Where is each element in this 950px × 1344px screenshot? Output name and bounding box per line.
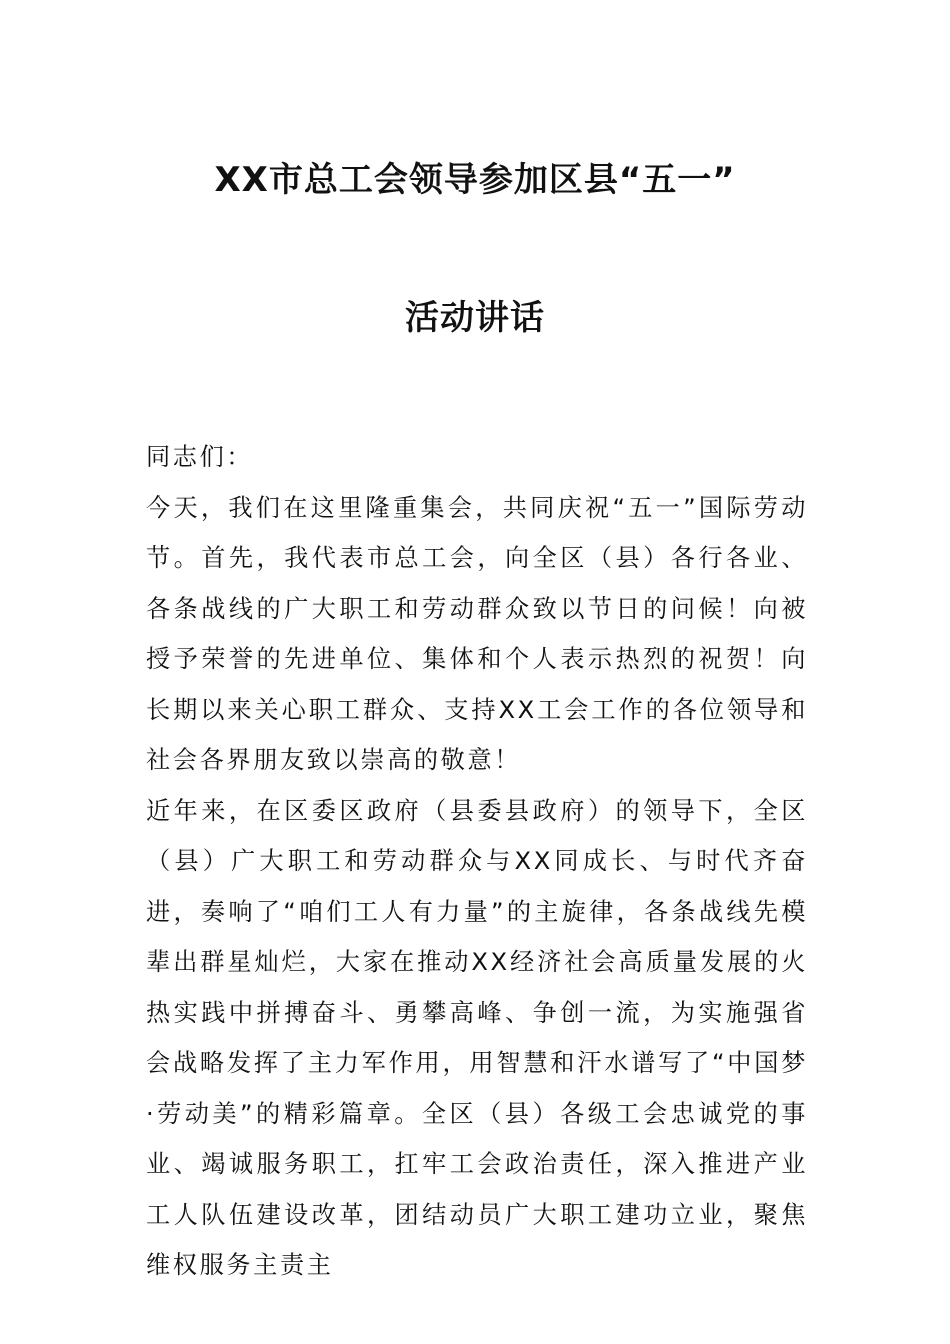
body-paragraph-2: 近年来，在区委区政府（县委县政府）的领导下，全区（县）广大职工和劳动群众与XX同成长、与时代齐奋进，奏响了“咱们工人有力量”的主旋律，各条战线先模辈出群星灿烂，大家在推动XX经济社会高质量发展的火热实践中拼搏奋斗、勇攀高峰、争创一流，为实施强省会战略发挥了主力军作用，用智慧和汗水谱写了“中国梦·劳动美”的精彩篇章。全区（县）各级工会忠诚党的事业、竭诚服务职工，扛牢工会政治责任，深入推进产业工人队伍建设改革，团结动员广大职工建功立业，聚焦维权服务主责主 (146, 796, 808, 1279)
document-title-line1: XX市总工会领导参加区县“五一” (214, 160, 736, 200)
salutation: 同志们： (146, 443, 254, 471)
document-title-line2: 活动讲话 (405, 298, 545, 338)
document-body (146, 432, 808, 1291)
body-paragraph-1: 今天，我们在这里隆重集会，共同庆祝“五一”国际劳动节。首先，我代表市总工会，向全区（县）各行各业、各条战线的广大职工和劳动群众致以节日的问候！向被授予荣誉的先进单位、集体和个人表示热烈的祝贺！向长期以来关心职工群众、支持XX工会工作的各位领导和社会各界朋友致以崇高的敬意！ (146, 493, 808, 774)
